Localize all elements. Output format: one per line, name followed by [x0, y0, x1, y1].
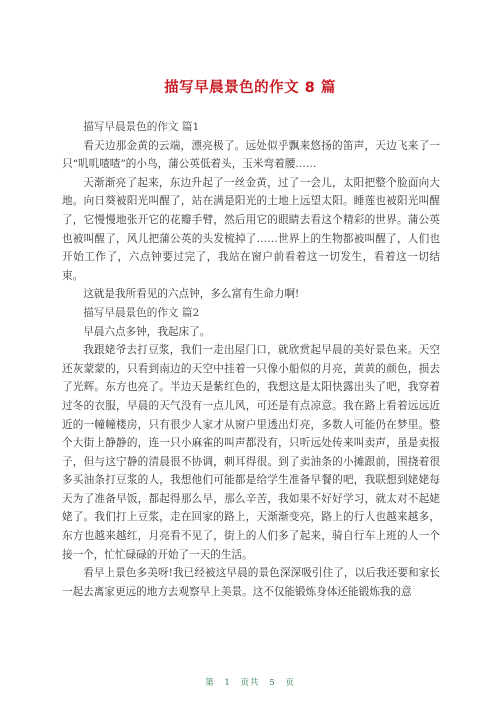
body-paragraph: 看早上景色多美呀!我已经被这早晨的景色深深吸引住了，以后我还要和家长一起去离家更远的地方去观察早上美景。这不仅能锻炼身体还能锻炼我的意 [62, 567, 440, 598]
body-paragraph: 我跟姥爷去打豆浆，我们一走出屋门口，就欣赏起早晨的美好景色来。天空还灰蒙蒙的，只看到南边的天空中挂着一只像小船似的月亮，黄黄的颜色，损去了光辉。东方也亮了。半边天是紫红色的，我想这是太阳快露出头了吧，我穿着过冬的衣服，早晨的天气没有一点儿风，可还是有点凉意。我在路上看着远远近近的一幢幢楼房，只有很少人家才从窗户里透出灯亮，多数人可能仍在梦里。整个大街上静静的，连一只小麻雀的叫声都没有，只听远处传来叫卖声，虽是卖报子，但与这宁静的清晨很不协调，刺耳得很。到了卖油条的小摊跟前，围挠着很多买油条打豆浆的人，我想他们可能都是给学生准备早餐的吧，我联想到姥姥每天为了准备早饭，都起得那么早，那么辛苦，我如果不好好学习，就太对不起姥姥了。我们打上豆浆，走在回家的路上，天渐渐变亮，路上的行人也越来越多，东方也越来越红，月亮看不见了，街上的人们多了起来，骑自行车上班的人一个接一个，忙忙碌碌的开始了一天的生活。 [62, 344, 440, 561]
section-heading: 描写早晨景色的作文 篇2 [83, 306, 200, 319]
body-paragraph: 看天边那金黄的云端，漂亮极了。远处似乎飘来悠扬的笛声，天边飞来了一只“叽叽喳喳”的小鸟，蒲公英低着头，玉米弯着腰…… [62, 139, 440, 171]
document-body [62, 118, 440, 601]
body-paragraph: 早晨六点多钟，我起床了。 [83, 325, 211, 338]
body-paragraph: 这就是我所看见的六点钟，多么富有生命力啊! [83, 288, 300, 301]
footer-current-page: 1 [224, 678, 231, 688]
footer-total-pages: 5 [269, 678, 276, 688]
footer-prefix: 第 [205, 678, 215, 688]
footer-suffix: 页 [285, 678, 295, 688]
document-title: 描写早晨景色的作文 8 篇 [164, 80, 336, 96]
page-footer [0, 676, 500, 688]
section-heading: 描写早晨景色的作文 篇1 [83, 121, 200, 133]
body-paragraph: 天渐渐亮了起来，东边升起了一丝金黄，过了一会儿，太阳把整个脸面向大地。向日葵被阳光叫醒了，站在满是阳光的土地上远望太阳。睡莲也被阳光叫醒了，它慢慢地张开它的花瓣手臂，然后用它的眼睛去看这个精彩的世界。蒲公英也被叫醒了，风儿把蒲公英的头发梳掉了……世界上的生物都被叫醒了，人们也开始工作了，六点钟要过完了，我站在窗户前看着这一切发生，看着这一切结束。 [62, 176, 440, 282]
footer-middle: 页共 [240, 678, 260, 688]
